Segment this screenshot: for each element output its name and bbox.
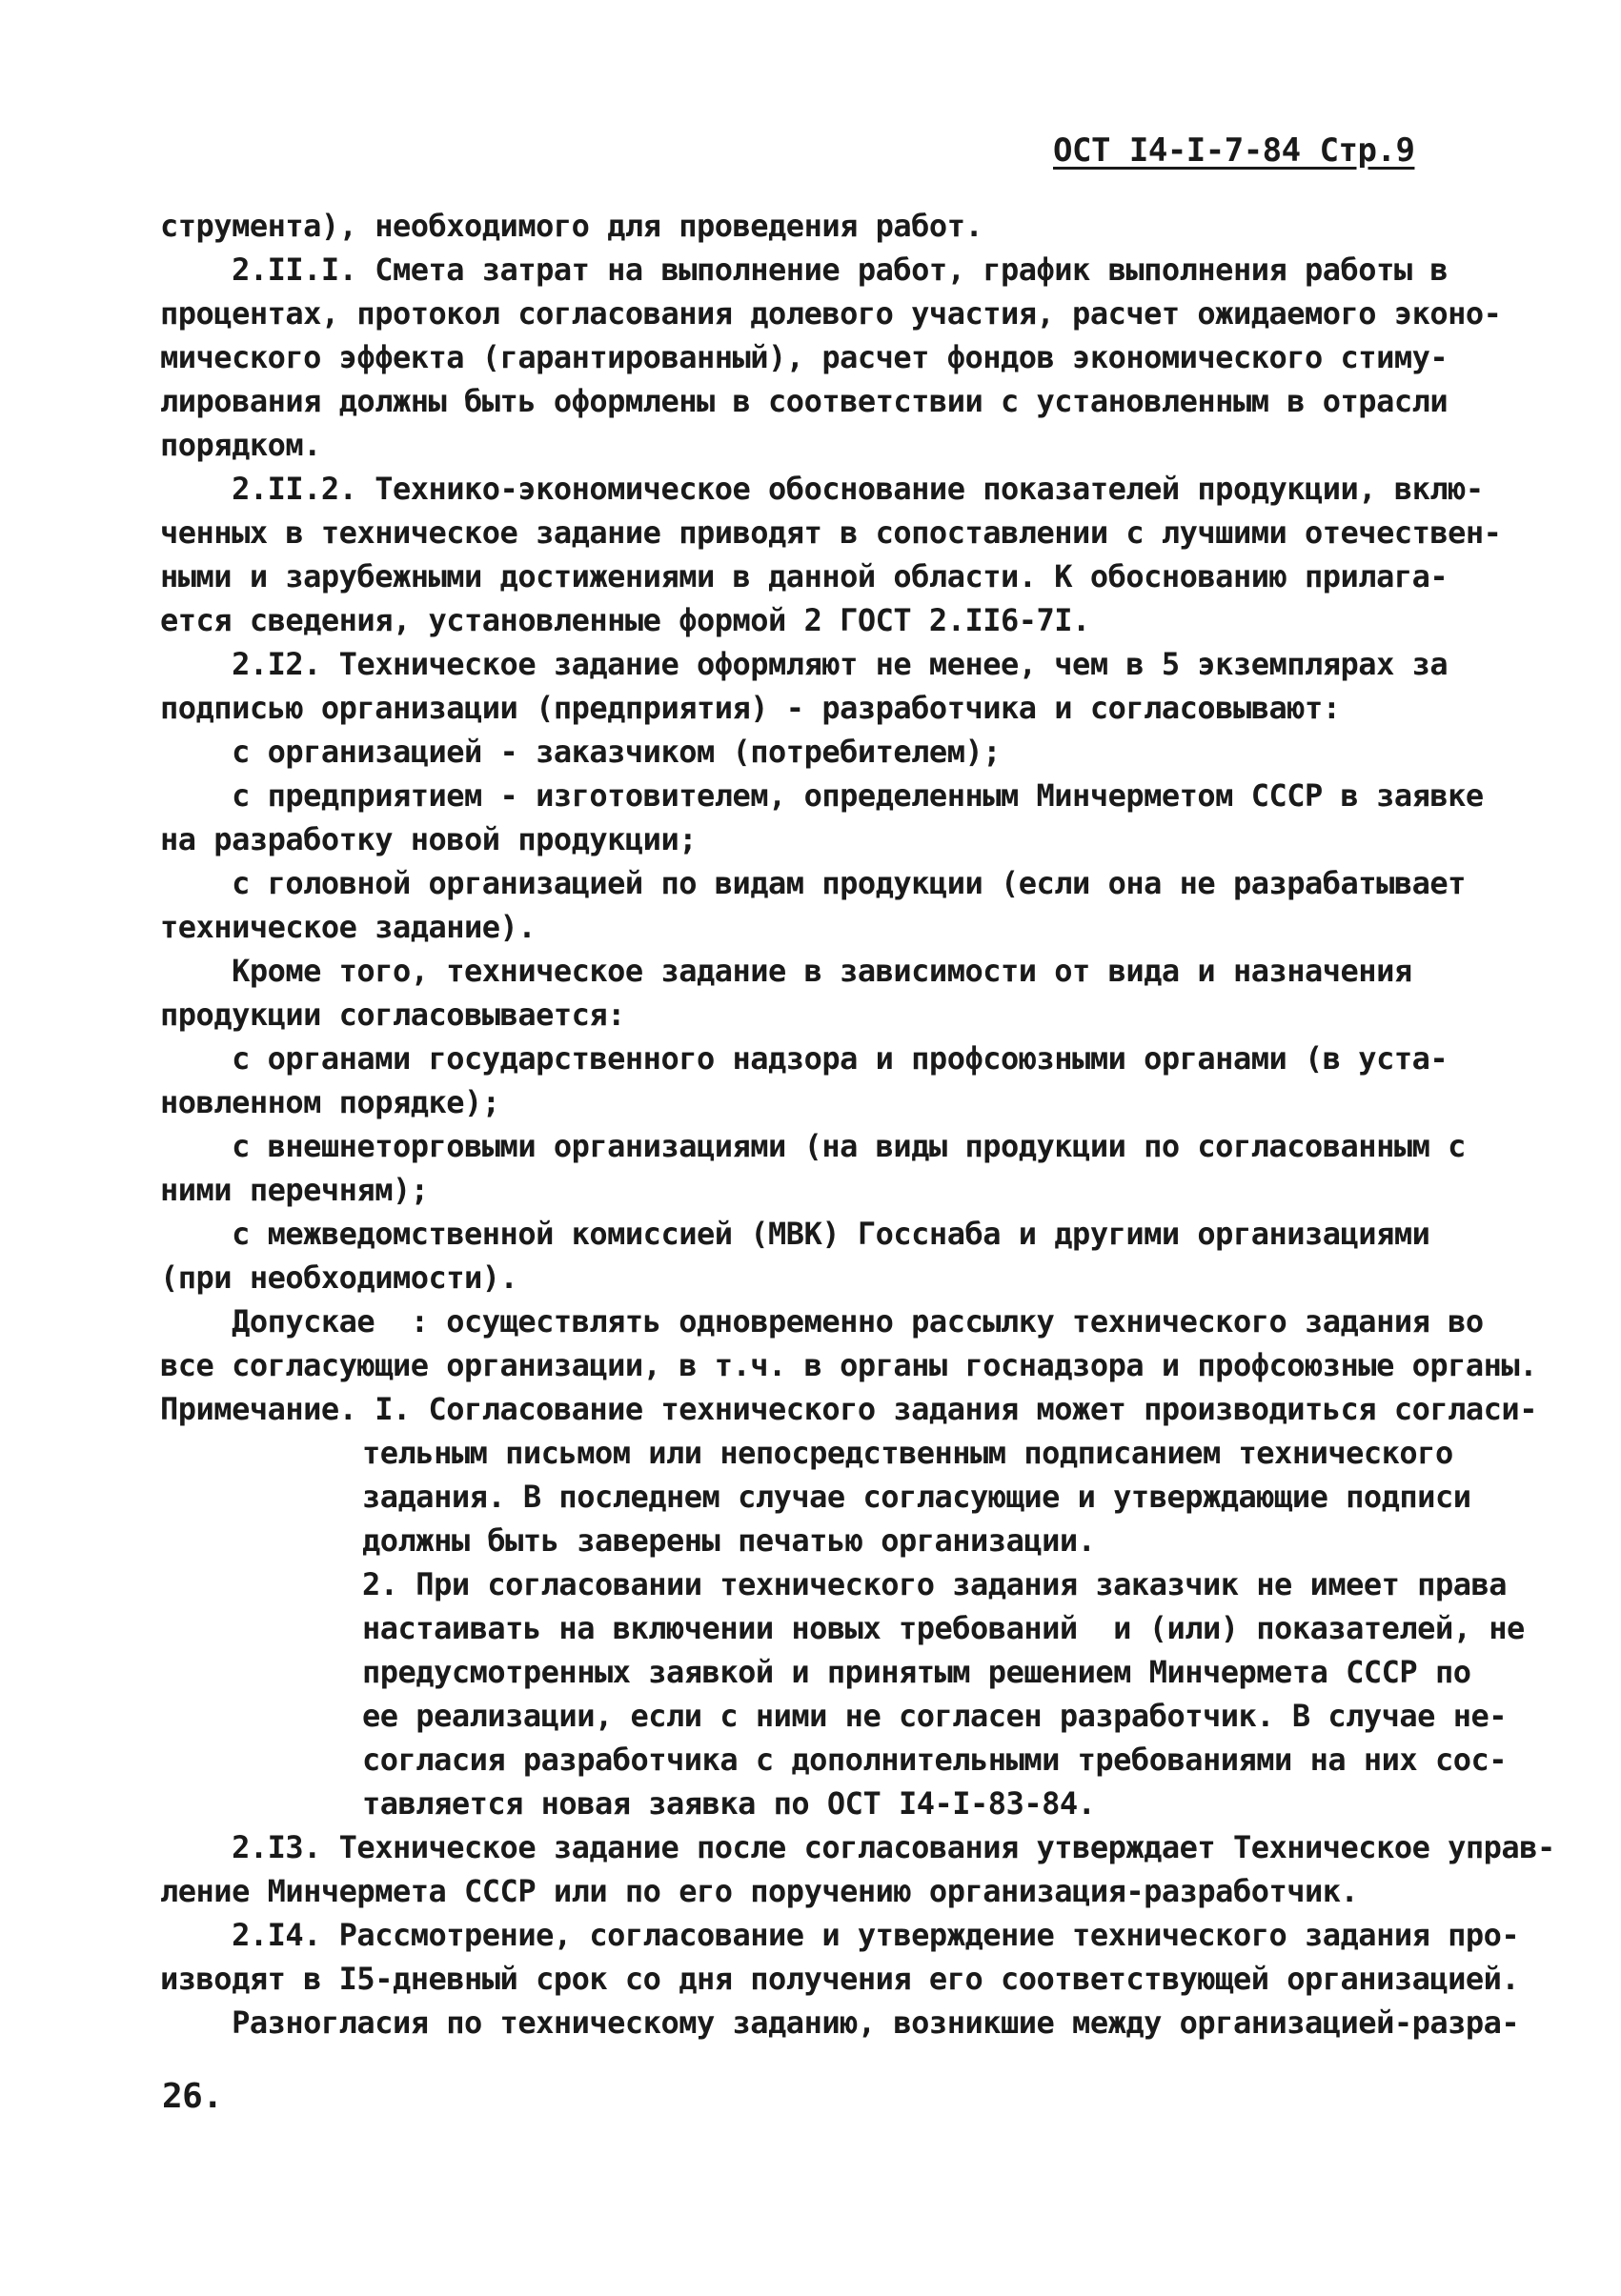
text-line: Разногласия по техническому заданию, возникшие между организацией-разра- bbox=[160, 2004, 1520, 2041]
text-line: подписью организации (предприятия) - разработчика и согласовывают: bbox=[160, 690, 1341, 726]
text-line: ними перечням); bbox=[160, 1172, 429, 1208]
page-number: 26. bbox=[162, 2077, 223, 2116]
note-line: тельным письмом или непосредственным подписанием технического bbox=[362, 1435, 1453, 1471]
text-line: порядком. bbox=[160, 427, 321, 463]
text-line: с организацией - заказчиком (потребителем); bbox=[160, 734, 1001, 770]
text-line: ными и зарубежными достижениями в данной области. К обоснованию прилага- bbox=[160, 558, 1449, 594]
text-line: 2.II.2. Технико-экономическое обоснование показателей продукции, вклю- bbox=[160, 471, 1484, 507]
text-line: все согласующие организации, в т.ч. в органы госнадзора и профсоюзные органы. bbox=[160, 1347, 1537, 1383]
text-line: с головной организацией по видам продукции (если она не разрабатывает bbox=[160, 865, 1466, 901]
note-line: настаивать на включении новых требований и (или) показателей, не bbox=[362, 1610, 1525, 1646]
text-line: ченных в техническое задание приводят в сопоставлении с лучшими отечествен- bbox=[160, 514, 1502, 551]
text-line: лирования должны быть оформлены в соответствии с установленным в отрасли bbox=[160, 383, 1449, 419]
text-line: с межведомственной комиссией (МВК) Госснаба и другими организациями bbox=[160, 1216, 1430, 1252]
note-line: ее реализации, если с ними не согласен разработчик. В случае не- bbox=[362, 1698, 1507, 1734]
document-header: ОСТ I4-I-7-84 Стр.9 bbox=[1053, 131, 1415, 170]
text-line: процентах, протокол согласования долевого участия, расчет ожидаемого эконо- bbox=[160, 295, 1502, 332]
text-line: мического эффекта (гарантированный), расчет фондов экономического стиму- bbox=[160, 339, 1449, 375]
text-line: 2.I4. Рассмотрение, согласование и утверждение технического задания про- bbox=[160, 1917, 1520, 1953]
note-line: 2. При согласовании технического задания заказчик не имеет права bbox=[362, 1566, 1507, 1602]
text-line: 2.I3. Техническое задание после согласования утверждает Техническое управ- bbox=[160, 1829, 1555, 1865]
text-line: 2.I2. Техническое задание оформляют не менее, чем в 5 экземплярах за bbox=[160, 646, 1449, 682]
note-line: тавляется новая заявка по ОСТ I4-I-83-84. bbox=[362, 1785, 1096, 1822]
text-line: новленном порядке); bbox=[160, 1084, 500, 1120]
note-line: должны быть заверены печатью организации. bbox=[362, 1522, 1096, 1559]
text-line: ление Минчермета СССР или по его поручению организация-разработчик. bbox=[160, 1873, 1359, 1909]
text-line: 2.II.I. Смета затрат на выполнение работ, график выполнения работы в bbox=[160, 252, 1449, 288]
text-line: с внешнеторговыми организациями (на виды продукции по согласованным с bbox=[160, 1128, 1466, 1164]
text-line: (при необходимости). bbox=[160, 1259, 518, 1296]
note-line: согласия разработчика с дополнительными требованиями на них сос- bbox=[362, 1742, 1507, 1778]
text-line: техническое задание). bbox=[160, 909, 537, 945]
text-line: продукции согласовывается: bbox=[160, 997, 625, 1033]
note-line: задания. В последнем случае согласующие и утверждающие подписи bbox=[362, 1479, 1471, 1515]
text-line: изводят в I5-дневный срок со дня получения его соответствующей организацией. bbox=[160, 1961, 1520, 1997]
text-line: струмента), необходимого для проведения работ. bbox=[160, 208, 983, 244]
text-line: с предприятием - изготовителем, определенным Минчерметом СССР в заявке bbox=[160, 777, 1484, 814]
text-line: Кроме того, техническое задание в зависимости от вида и назначения bbox=[160, 953, 1412, 989]
text-line: Допускае : осуществлять одновременно рассылку технического задания во bbox=[160, 1303, 1484, 1339]
text-line: на разработку новой продукции; bbox=[160, 821, 697, 857]
note-line: Примечание. I. Согласование технического задания может производиться согласи- bbox=[160, 1391, 1537, 1427]
note-line: предусмотренных заявкой и принятым решением Минчермета СССР по bbox=[362, 1654, 1471, 1690]
text-line: с органами государственного надзора и профсоюзными органами (в уста- bbox=[160, 1040, 1449, 1077]
text-line: ется сведения, установленные формой 2 ГОСТ 2.II6-7I. bbox=[160, 602, 1090, 638]
